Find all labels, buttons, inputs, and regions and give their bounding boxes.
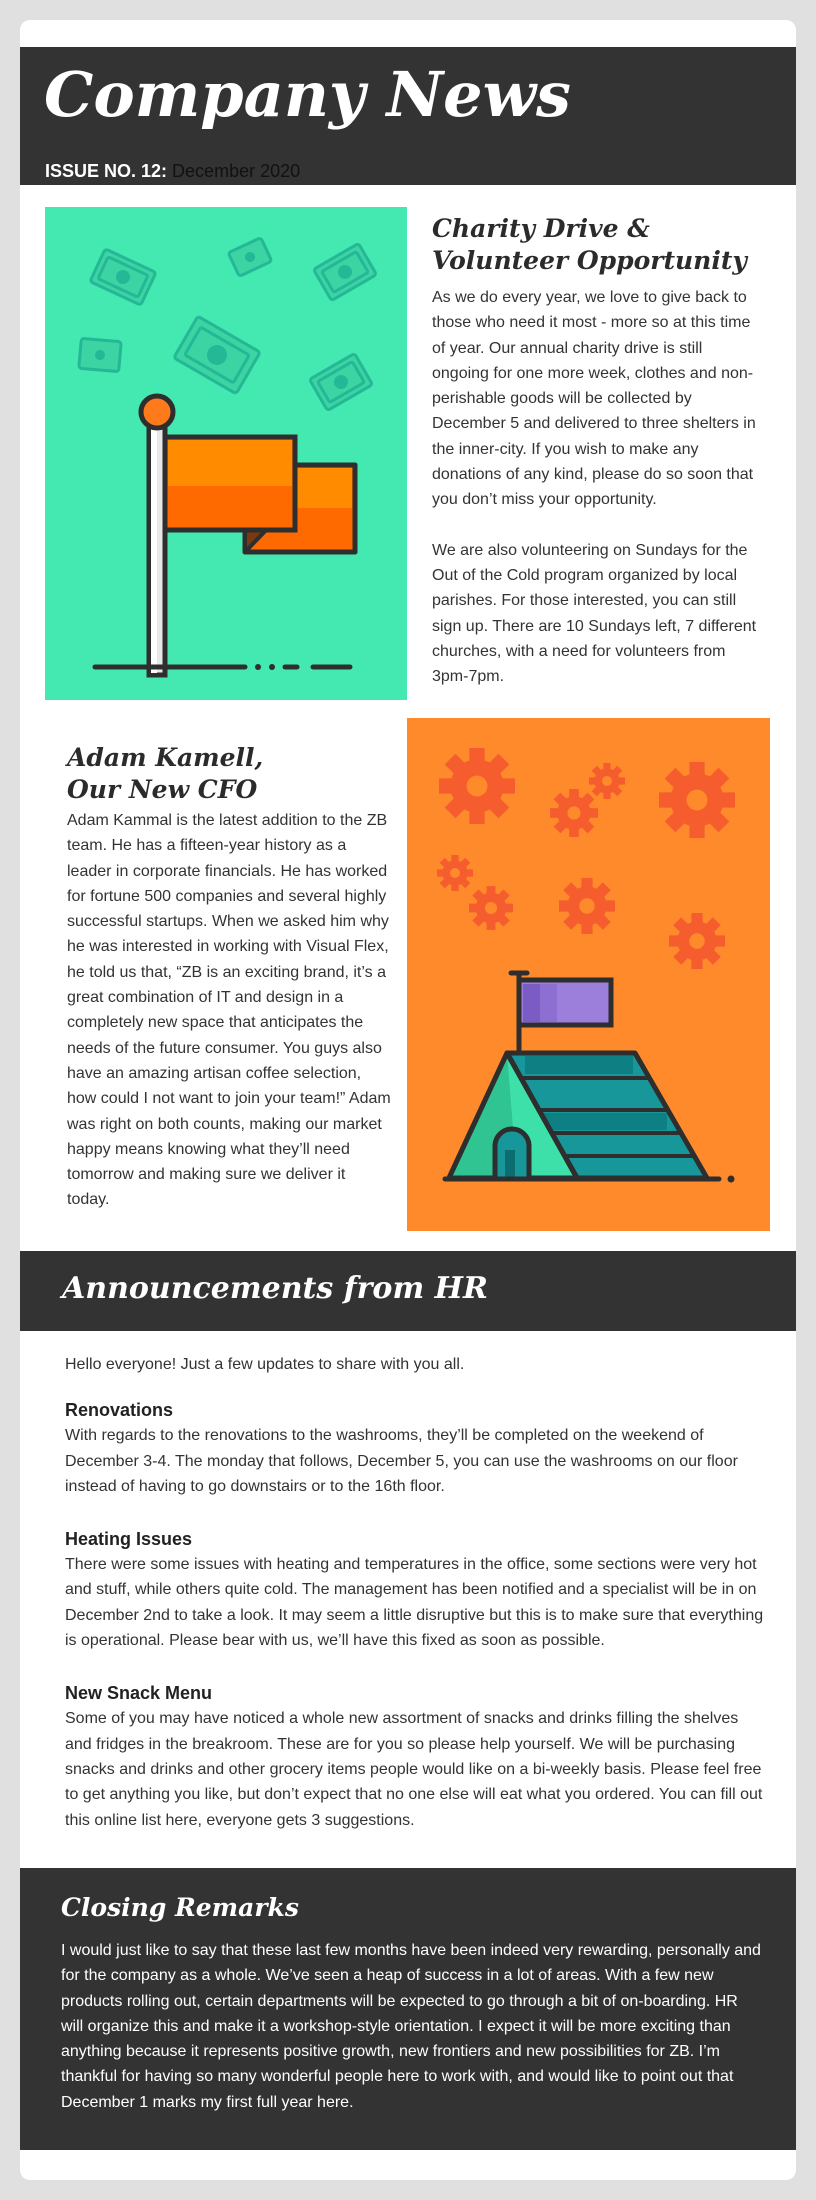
hr-section-body: Some of you may have noticed a whole new assortment of snacks and drinks filling the shelves and fridges in the breakroom. These are for you so please help yourself. We will be purchasing snacks and drinks and other grocery items people would like on a bi-weekly basis. Please feel free to get anything you like, but don’t expect that no one else will eat what you ordered. You can fill out this online list here, everyone gets 3 suggestions. <box>65 1710 763 1829</box>
tent-with-gears-icon <box>407 718 770 1231</box>
closing-title: Closing Remarks <box>61 1893 299 1922</box>
cfo-heading <box>67 742 392 806</box>
charity-article <box>432 213 762 689</box>
hr-section-body: With regards to the renovations to the washrooms, they’ll be completed on the weekend of December 3-4. The monday that follows, December 5, you can use the washrooms on our floor instead of having to go downstairs or to the 16th floor. <box>65 1427 738 1495</box>
cfo-heading-line1: Adam Kamell, <box>67 743 264 772</box>
newsletter-page <box>20 20 796 2180</box>
cfo-paragraph: Adam Kammal is the latest addition to the ZB team. He has a fifteen-year history as a leader in corporate financials. He has worked for fortune 500 companies and several highly successful startups. When we asked him why he was interested in working with Visual Flex, he told us that, “ZB is an exciting brand, it’s a great combination of IT and design in a completely new space that anticipates the needs of the future consumer. You guys also have an amazing artisan coffee selection, how could I not want to join your team!” Adam was right on both counts, making our market happy means knowing what they’ll need tomorrow and making sure we deliver it today. <box>67 812 391 1209</box>
closing-body: I would just like to say that these last few months have been indeed very rewarding, personally and for the company as a whole. We’ve seen a heap of success in a lot of areas. With a few new products rolling out, certain departments will be expected to go through a bit of on-boarding. HR will organize this and make it a workshop-style orientation. I expect it will be more exciting than anything because it represents positive growth, new frontiers and new possibilities for ZB. I’m thankful for having so many wonderful people here to work with, and would like to point out that December 1 marks my first full year here. <box>61 1942 761 2111</box>
issue-date: December 2020 <box>167 161 301 181</box>
charity-paragraph-2: We are also volunteering on Sundays for the Out of the Cold program organized by local parishes. For those interested, you can still sign up. There are 10 Sundays left, 7 different churches, with a need for volunteers from 3pm-7pm. <box>432 541 757 686</box>
hr-section-renovations <box>65 1398 765 1499</box>
charity-paragraph-1: As we do every year, we love to give back to those who need it most - more so at this time of year. Our annual charity drive is still ongoing for one more week, clothes and non-perishable goods will be collected by December 5 and delivered to three shelters in the inner-city. If you wish to make any donations of any kind, please do so soon that you don’t miss your opportunity. <box>432 289 756 509</box>
cfo-article <box>67 742 392 1213</box>
hr-section-snack-menu <box>65 1681 765 1832</box>
hr-title: Announcements from HR <box>62 1271 488 1306</box>
flag-icon <box>95 396 355 675</box>
hr-section-heading: Renovations <box>65 1400 174 1421</box>
hr-banner <box>20 1251 796 1331</box>
hr-section-heading: New Snack Menu <box>65 1683 213 1704</box>
charity-heading-line2: Volunteer Opportunity <box>432 246 747 275</box>
gear-icon <box>437 748 735 969</box>
hr-section-heading: Heating Issues <box>65 1529 193 1550</box>
flag-with-money-icon <box>45 207 407 700</box>
hr-announcements <box>65 1352 765 1861</box>
hr-intro: Hello everyone! Just a few updates to share with you all. <box>65 1356 465 1373</box>
hr-section-heating <box>65 1527 765 1653</box>
cfo-heading-line2: Our New CFO <box>67 775 258 804</box>
issue-line <box>45 160 300 182</box>
newsletter-title: Company News <box>44 58 571 131</box>
charity-heading-line1: Charity Drive & <box>432 214 650 243</box>
money-icon <box>79 238 377 411</box>
charity-heading <box>432 213 762 277</box>
header-banner <box>20 47 796 185</box>
issue-label: ISSUE NO. 12: <box>45 161 168 181</box>
closing-remarks <box>20 1868 796 2150</box>
hr-section-body: There were some issues with heating and temperatures in the office, some sections were very hot and stuff, while others quite cold. The management has been notified and a specialist will be in on December 2nd to take a look. It may seem a little disruptive but this is to make sure that everything is operational. Please bear with us, we’ll have this fixed as soon as possible. <box>65 1556 764 1650</box>
tent-icon <box>445 973 735 1183</box>
